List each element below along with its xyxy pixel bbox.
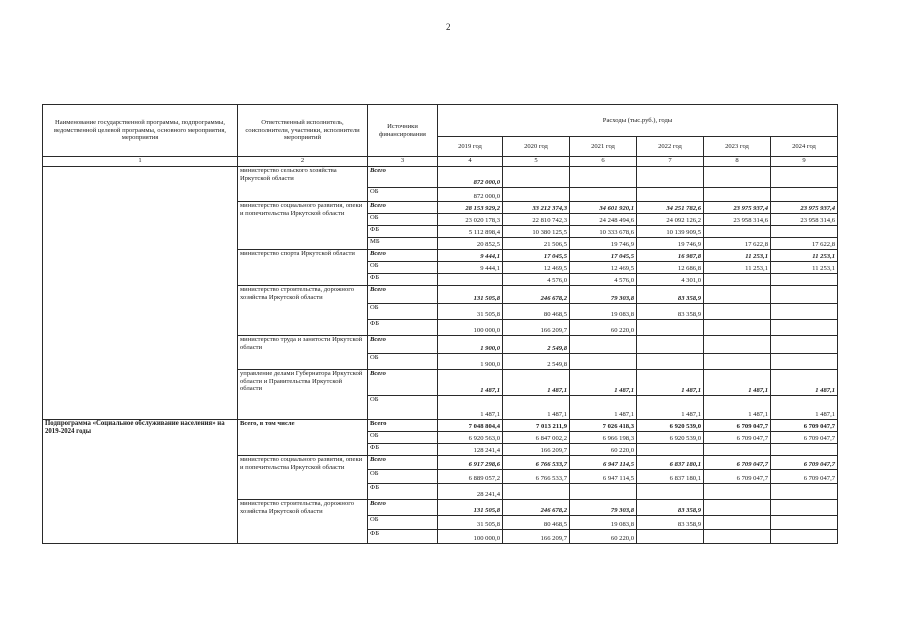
amount-cell bbox=[771, 274, 838, 286]
amount-cell bbox=[771, 304, 838, 320]
amount-cell: 80 468,5 bbox=[503, 304, 570, 320]
amount-cell: 4 576,0 bbox=[570, 274, 637, 286]
amount-cell: 2 549,8 bbox=[503, 354, 570, 370]
funding-source-cell: ФБ bbox=[368, 530, 438, 544]
funding-source-cell: Всего bbox=[368, 420, 438, 432]
header-year: 2022 год bbox=[637, 137, 704, 157]
amount-cell: 20 852,5 bbox=[438, 238, 503, 250]
amount-cell: 16 987,8 bbox=[637, 250, 704, 262]
amount-cell: 6 847 002,2 bbox=[503, 432, 570, 444]
funding-source-cell: ОБ bbox=[368, 470, 438, 484]
column-number: 8 bbox=[704, 157, 771, 167]
amount-cell: 6 920 563,0 bbox=[438, 432, 503, 444]
amount-cell: 6 920 539,0 bbox=[637, 432, 704, 444]
amount-cell: 10 380 125,5 bbox=[503, 226, 570, 238]
amount-cell: 6 947 114,5 bbox=[570, 470, 637, 484]
amount-cell: 31 505,8 bbox=[438, 516, 503, 530]
amount-cell bbox=[704, 304, 771, 320]
amount-cell bbox=[704, 167, 771, 188]
amount-cell: 246 678,2 bbox=[503, 286, 570, 304]
amount-cell: 12 469,5 bbox=[503, 262, 570, 274]
funding-source-cell: МБ bbox=[368, 238, 438, 250]
amount-cell bbox=[503, 484, 570, 500]
amount-cell bbox=[704, 274, 771, 286]
executor-cell: Всего, в том числе bbox=[238, 420, 368, 456]
amount-cell: 6 889 057,2 bbox=[438, 470, 503, 484]
amount-cell bbox=[704, 516, 771, 530]
executor-cell: министерство социального развития, опеки и попечительства Иркутской области bbox=[238, 456, 368, 500]
amount-cell: 17 622,8 bbox=[771, 238, 838, 250]
funding-source-cell: Всего bbox=[368, 250, 438, 262]
amount-cell: 11 253,1 bbox=[771, 262, 838, 274]
amount-cell: 128 241,4 bbox=[438, 444, 503, 456]
amount-cell: 19 746,9 bbox=[570, 238, 637, 250]
funding-source-cell: ОБ bbox=[368, 354, 438, 370]
executor-cell: управление делами Губернатора Иркутской области и Правительства Иркутской области bbox=[238, 370, 368, 420]
amount-cell: 83 358,9 bbox=[637, 516, 704, 530]
amount-cell: 83 358,9 bbox=[637, 500, 704, 516]
amount-cell: 12 469,5 bbox=[570, 262, 637, 274]
amount-cell: 83 358,9 bbox=[637, 286, 704, 304]
executor-cell: министерство сельского хозяйства Иркутской области bbox=[238, 167, 368, 202]
amount-cell: 24 248 494,6 bbox=[570, 214, 637, 226]
amount-cell: 1 900,0 bbox=[438, 354, 503, 370]
amount-cell: 166 209,7 bbox=[503, 530, 570, 544]
amount-cell bbox=[704, 336, 771, 354]
amount-cell: 79 303,8 bbox=[570, 500, 637, 516]
column-number: 1 bbox=[43, 157, 238, 167]
executor-cell: министерство строительства, дорожного хозяйства Иркутской области bbox=[238, 286, 368, 336]
amount-cell: 1 900,0 bbox=[438, 336, 503, 354]
executor-cell: министерство социального развития, опеки и попечительства Иркутской области bbox=[238, 202, 368, 250]
amount-cell: 10 139 909,5 bbox=[637, 226, 704, 238]
amount-cell: 6 920 539,0 bbox=[637, 420, 704, 432]
amount-cell: 60 220,0 bbox=[570, 530, 637, 544]
amount-cell: 6 709 047,7 bbox=[771, 470, 838, 484]
funding-source-cell: ОБ bbox=[368, 396, 438, 420]
amount-cell: 34 601 920,1 bbox=[570, 202, 637, 214]
amount-cell: 6 837 180,1 bbox=[637, 456, 704, 470]
amount-cell bbox=[704, 320, 771, 336]
funding-source-cell: ФБ bbox=[368, 274, 438, 286]
funding-source-cell: ФБ bbox=[368, 444, 438, 456]
amount-cell bbox=[771, 167, 838, 188]
amount-cell: 6 709 047,7 bbox=[704, 456, 771, 470]
amount-cell: 7 048 804,4 bbox=[438, 420, 503, 432]
amount-cell bbox=[637, 444, 704, 456]
amount-cell: 23 958 314,6 bbox=[704, 214, 771, 226]
amount-cell bbox=[570, 188, 637, 202]
amount-cell: 11 253,1 bbox=[771, 250, 838, 262]
amount-cell bbox=[704, 530, 771, 544]
funding-source-cell: ОБ bbox=[368, 214, 438, 226]
header-year: 2019 год bbox=[438, 137, 503, 157]
funding-source-cell: ОБ bbox=[368, 516, 438, 530]
column-number: 3 bbox=[368, 157, 438, 167]
funding-source-cell: ОБ bbox=[368, 432, 438, 444]
header-expenses: Расходы (тыс.руб.), годы bbox=[438, 105, 838, 137]
amount-cell: 100 000,0 bbox=[438, 320, 503, 336]
amount-cell: 1 487,1 bbox=[438, 370, 503, 396]
amount-cell: 31 505,8 bbox=[438, 304, 503, 320]
funding-source-cell: Всего bbox=[368, 456, 438, 470]
amount-cell: 1 487,1 bbox=[704, 370, 771, 396]
subprogram-name: Подпрограмма «Социальное обслуживание населения» на 2019-2024 годы bbox=[43, 420, 238, 544]
amount-cell: 23 020 178,3 bbox=[438, 214, 503, 226]
amount-cell: 17 622,8 bbox=[704, 238, 771, 250]
amount-cell bbox=[637, 167, 704, 188]
amount-cell bbox=[570, 167, 637, 188]
amount-cell: 6 917 298,6 bbox=[438, 456, 503, 470]
amount-cell: 23 975 937,4 bbox=[704, 202, 771, 214]
amount-cell: 24 092 126,2 bbox=[637, 214, 704, 226]
amount-cell: 4 576,0 bbox=[503, 274, 570, 286]
amount-cell: 28 153 929,2 bbox=[438, 202, 503, 214]
funding-source-cell: ОБ bbox=[368, 188, 438, 202]
funding-source-cell: ФБ bbox=[368, 226, 438, 238]
amount-cell: 17 045,5 bbox=[570, 250, 637, 262]
amount-cell: 872 000,0 bbox=[438, 188, 503, 202]
amount-cell bbox=[570, 336, 637, 354]
header-year: 2023 год bbox=[704, 137, 771, 157]
amount-cell: 11 253,1 bbox=[704, 262, 771, 274]
column-number: 9 bbox=[771, 157, 838, 167]
funding-source-cell: Всего bbox=[368, 286, 438, 304]
amount-cell: 1 487,1 bbox=[771, 396, 838, 420]
amount-cell bbox=[771, 444, 838, 456]
amount-cell: 131 505,8 bbox=[438, 286, 503, 304]
amount-cell bbox=[771, 286, 838, 304]
amount-cell: 4 301,0 bbox=[637, 274, 704, 286]
amount-cell bbox=[637, 484, 704, 500]
funding-source-cell: Всего bbox=[368, 167, 438, 188]
funding-source-cell: ФБ bbox=[368, 484, 438, 500]
amount-cell: 10 333 678,6 bbox=[570, 226, 637, 238]
amount-cell bbox=[570, 354, 637, 370]
amount-cell: 7 026 418,3 bbox=[570, 420, 637, 432]
amount-cell bbox=[771, 226, 838, 238]
amount-cell: 6 966 198,3 bbox=[570, 432, 637, 444]
amount-cell bbox=[771, 530, 838, 544]
header-executor: Ответственный исполнитель, соисполнители, участники, исполнители мероприятий bbox=[238, 105, 368, 157]
amount-cell: 1 487,1 bbox=[570, 396, 637, 420]
amount-cell: 22 810 742,3 bbox=[503, 214, 570, 226]
program-name-cell bbox=[43, 167, 238, 420]
amount-cell: 80 468,5 bbox=[503, 516, 570, 530]
table-row bbox=[43, 420, 838, 432]
amount-cell bbox=[503, 167, 570, 188]
executor-cell: министерство спорта Иркутской области bbox=[238, 250, 368, 286]
amount-cell: 166 209,7 bbox=[503, 444, 570, 456]
amount-cell: 9 444,1 bbox=[438, 262, 503, 274]
header-program-name: Наименование государственной программы, подпрограммы, ведомственной целевой программы, основного мероприятия, мероприятия bbox=[43, 105, 238, 157]
amount-cell: 9 444,1 bbox=[438, 250, 503, 262]
amount-cell: 6 709 047,7 bbox=[704, 432, 771, 444]
amount-cell: 17 045,5 bbox=[503, 250, 570, 262]
amount-cell: 6 709 047,7 bbox=[771, 432, 838, 444]
column-number: 7 bbox=[637, 157, 704, 167]
funding-source-cell: Всего bbox=[368, 202, 438, 214]
amount-cell bbox=[771, 188, 838, 202]
executor-cell: министерство строительства, дорожного хозяйства Иркутской области bbox=[238, 500, 368, 544]
header-year: 2020 год bbox=[503, 137, 570, 157]
amount-cell bbox=[637, 188, 704, 202]
funding-source-cell: Всего bbox=[368, 500, 438, 516]
amount-cell bbox=[771, 500, 838, 516]
column-number: 2 bbox=[238, 157, 368, 167]
amount-cell bbox=[637, 354, 704, 370]
amount-cell: 6 709 047,7 bbox=[771, 456, 838, 470]
amount-cell: 1 487,1 bbox=[704, 396, 771, 420]
column-number: 6 bbox=[570, 157, 637, 167]
amount-cell: 131 505,8 bbox=[438, 500, 503, 516]
funding-source-cell: Всего bbox=[368, 370, 438, 396]
amount-cell bbox=[704, 188, 771, 202]
amount-cell: 166 209,7 bbox=[503, 320, 570, 336]
amount-cell bbox=[771, 354, 838, 370]
amount-cell: 6 837 180,1 bbox=[637, 470, 704, 484]
amount-cell bbox=[570, 484, 637, 500]
amount-cell: 100 000,0 bbox=[438, 530, 503, 544]
funding-source-cell: ФБ bbox=[368, 320, 438, 336]
amount-cell: 83 358,9 bbox=[637, 304, 704, 320]
amount-cell bbox=[704, 226, 771, 238]
amount-cell: 1 487,1 bbox=[771, 370, 838, 396]
amount-cell: 1 487,1 bbox=[637, 370, 704, 396]
amount-cell: 872 000,0 bbox=[438, 167, 503, 188]
column-number: 5 bbox=[503, 157, 570, 167]
amount-cell: 19 746,9 bbox=[637, 238, 704, 250]
page-number: 2 bbox=[446, 22, 451, 32]
amount-cell: 60 220,0 bbox=[570, 444, 637, 456]
amount-cell bbox=[771, 484, 838, 500]
table-row bbox=[43, 167, 838, 188]
amount-cell: 12 686,8 bbox=[637, 262, 704, 274]
amount-cell bbox=[637, 336, 704, 354]
amount-cell: 6 766 533,7 bbox=[503, 470, 570, 484]
executor-cell: министерство труда и занятости Иркутской области bbox=[238, 336, 368, 370]
amount-cell: 6 709 047,7 bbox=[704, 420, 771, 432]
amount-cell: 34 251 782,6 bbox=[637, 202, 704, 214]
amount-cell bbox=[771, 336, 838, 354]
amount-cell: 6 947 114,5 bbox=[570, 456, 637, 470]
amount-cell bbox=[704, 500, 771, 516]
header-year: 2021 год bbox=[570, 137, 637, 157]
column-number: 4 bbox=[438, 157, 503, 167]
amount-cell: 1 487,1 bbox=[503, 370, 570, 396]
amount-cell bbox=[771, 320, 838, 336]
amount-cell: 6 709 047,7 bbox=[771, 420, 838, 432]
amount-cell: 28 241,4 bbox=[438, 484, 503, 500]
amount-cell bbox=[438, 274, 503, 286]
amount-cell bbox=[771, 516, 838, 530]
funding-source-cell: ОБ bbox=[368, 262, 438, 274]
amount-cell: 246 678,2 bbox=[503, 500, 570, 516]
amount-cell bbox=[704, 444, 771, 456]
amount-cell: 5 112 898,4 bbox=[438, 226, 503, 238]
amount-cell bbox=[704, 354, 771, 370]
amount-cell: 23 958 314,6 bbox=[771, 214, 838, 226]
amount-cell: 1 487,1 bbox=[438, 396, 503, 420]
amount-cell: 33 212 374,3 bbox=[503, 202, 570, 214]
amount-cell bbox=[704, 286, 771, 304]
amount-cell: 1 487,1 bbox=[570, 370, 637, 396]
amount-cell: 60 220,0 bbox=[570, 320, 637, 336]
amount-cell bbox=[503, 188, 570, 202]
header-year: 2024 год bbox=[771, 137, 838, 157]
amount-cell: 2 549,8 bbox=[503, 336, 570, 354]
funding-source-cell: ОБ bbox=[368, 304, 438, 320]
amount-cell bbox=[637, 530, 704, 544]
amount-cell bbox=[704, 484, 771, 500]
funding-source-cell: Всего bbox=[368, 336, 438, 354]
amount-cell: 6 709 047,7 bbox=[704, 470, 771, 484]
amount-cell: 19 083,8 bbox=[570, 516, 637, 530]
amount-cell: 1 487,1 bbox=[637, 396, 704, 420]
amount-cell: 23 975 937,4 bbox=[771, 202, 838, 214]
amount-cell: 79 303,8 bbox=[570, 286, 637, 304]
amount-cell: 11 253,1 bbox=[704, 250, 771, 262]
amount-cell bbox=[637, 320, 704, 336]
amount-cell: 19 083,8 bbox=[570, 304, 637, 320]
header-funding-source: Источники финансирования bbox=[368, 105, 438, 157]
amount-cell: 7 013 211,9 bbox=[503, 420, 570, 432]
expenses-table bbox=[42, 104, 838, 544]
amount-cell: 1 487,1 bbox=[503, 396, 570, 420]
amount-cell: 21 506,5 bbox=[503, 238, 570, 250]
amount-cell: 6 766 533,7 bbox=[503, 456, 570, 470]
